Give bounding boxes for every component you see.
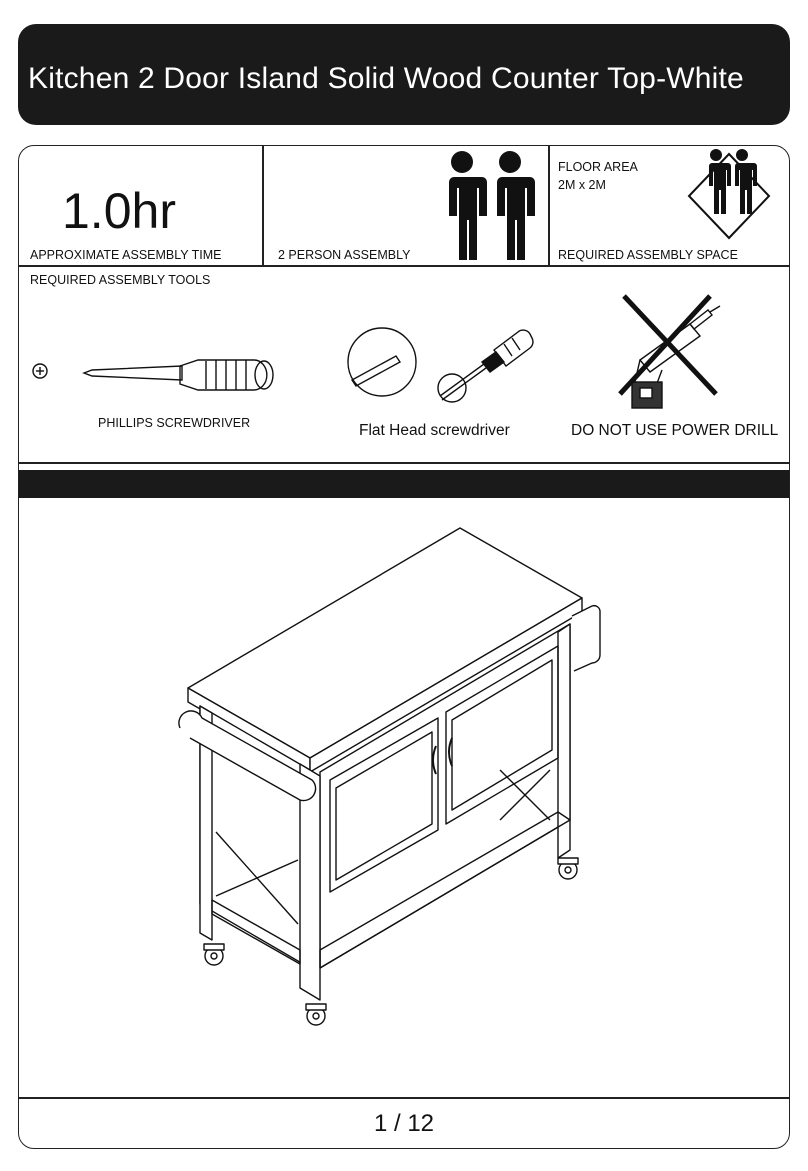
floor-area-label: FLOOR AREA [558, 160, 638, 174]
assembly-time-label: APPROXIMATE ASSEMBLY TIME [30, 248, 222, 262]
assembly-space-label: REQUIRED ASSEMBLY SPACE [558, 248, 738, 262]
assembly-time-value: 1.0hr [62, 183, 176, 239]
section-divider-band [19, 470, 789, 498]
document-title: Kitchen 2 Door Island Solid Wood Counter Top-White [28, 62, 744, 95]
tools-row-bottom-line [18, 462, 790, 464]
floor-area-value: 2M x 2M [558, 178, 606, 192]
info-row-bottom-line [18, 265, 790, 267]
info-divider-1 [262, 145, 264, 266]
phillips-screwdriver-label: PHILLIPS SCREWDRIVER [98, 416, 251, 430]
footer-line [18, 1097, 790, 1099]
no-power-drill-icon [610, 290, 726, 412]
tools-section-label: REQUIRED ASSEMBLY TOOLS [30, 273, 211, 287]
flat-head-screwdriver-label: Flat Head screwdriver [359, 422, 510, 439]
no-power-drill-label: DO NOT USE POWER DRILL [571, 422, 779, 439]
phillips-screwdriver-icon [28, 330, 284, 400]
info-divider-2 [548, 145, 550, 266]
page-number: 1 / 12 [373, 1110, 435, 1137]
flat-head-screwdriver-icon [344, 314, 540, 406]
assembly-space-icon [686, 146, 772, 240]
person-assembly-label: 2 PERSON ASSEMBLY [278, 248, 411, 262]
two-persons-icon [436, 150, 540, 262]
title-bar [18, 24, 790, 125]
kitchen-island-cart-icon [170, 520, 610, 1040]
